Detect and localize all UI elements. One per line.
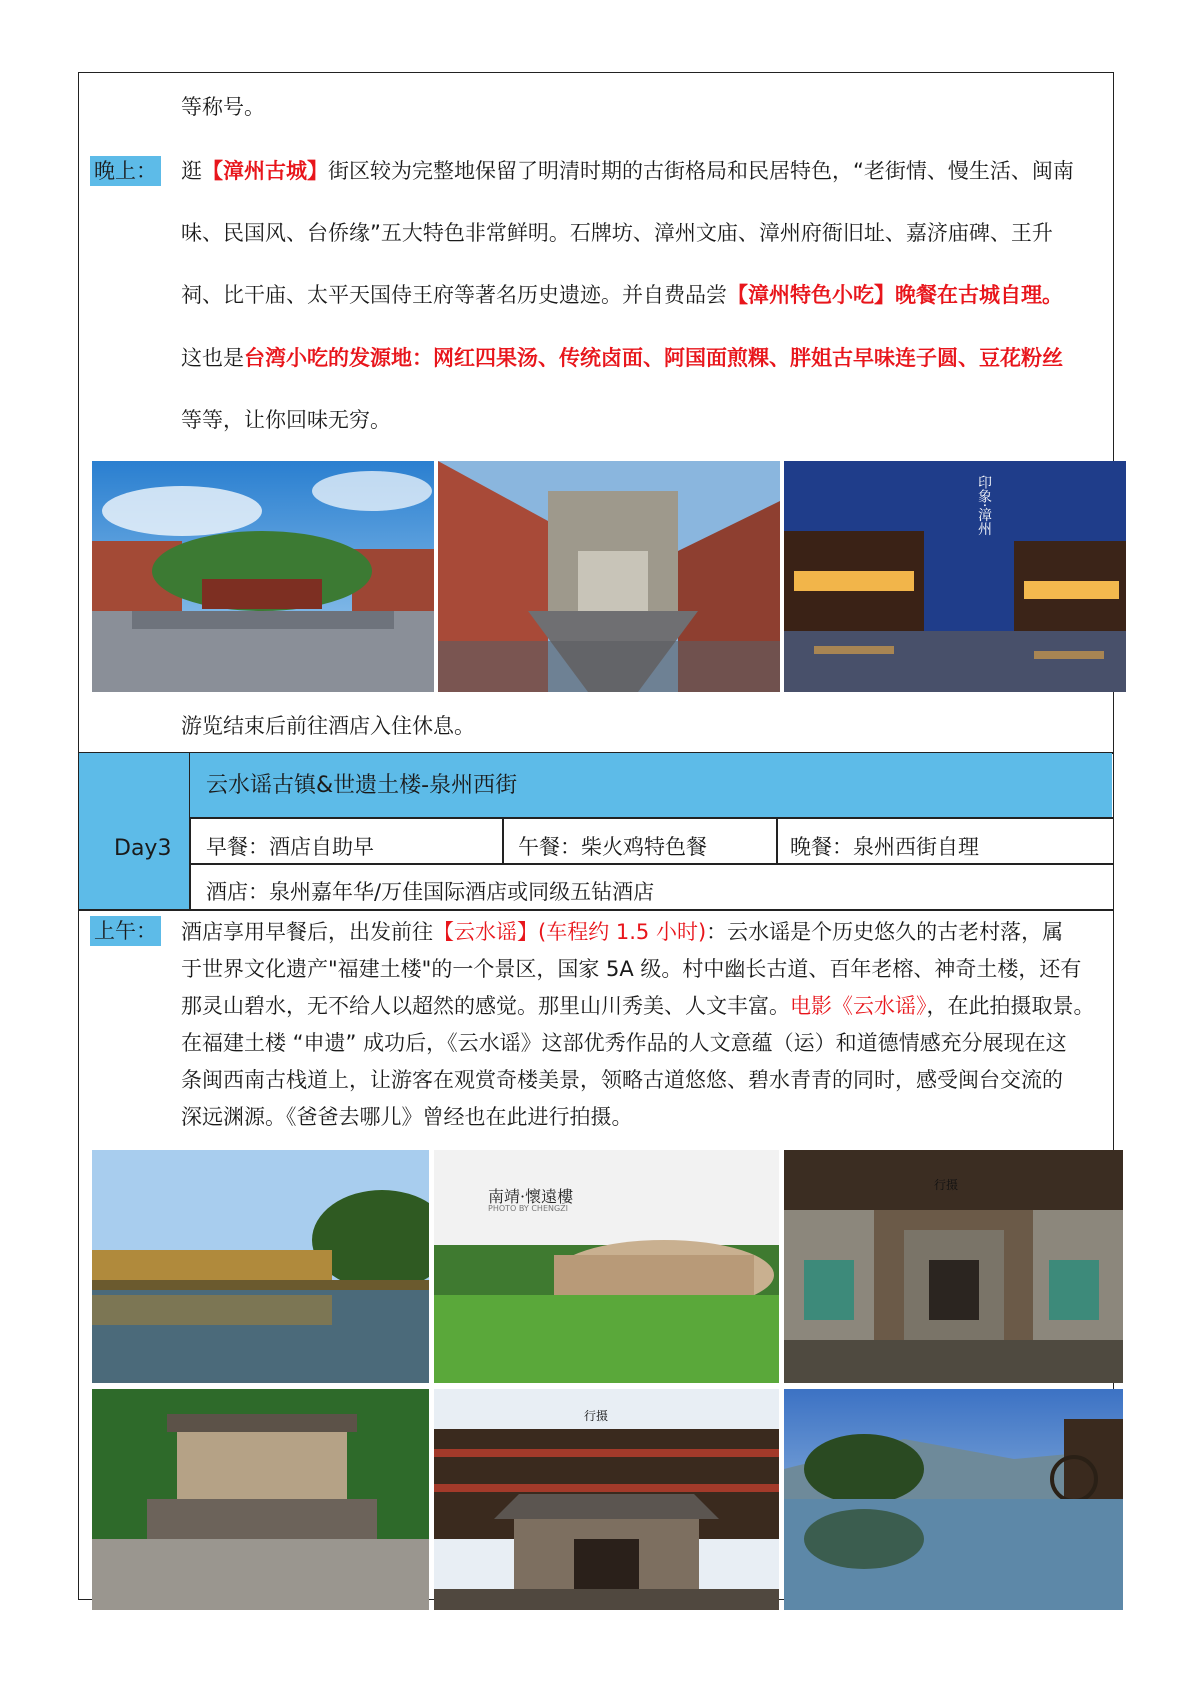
- highlight-taiwan-snacks: 台湾小吃的发源地：网红四果汤、传统卤面、阿国面煎粿、胖姐古早味连子圆、豆花粉丝: [244, 346, 1063, 370]
- text-fragment: 酒店享用早餐后，出发前往: [181, 920, 433, 944]
- text-fragment: 那灵山碧水，无不给人以超然的感觉。那里山川秀美、人文丰富。: [181, 994, 790, 1018]
- breakfast-cell: 早餐：酒店自助早: [206, 835, 374, 859]
- photo-sub-caption: PHOTO BY CHENGZI: [488, 1204, 569, 1213]
- table-divider: [776, 817, 778, 863]
- continuation-text: 等称号。: [181, 95, 265, 119]
- dinner-cell: 晚餐：泉州西街自理: [790, 835, 979, 859]
- photo-river-village: [92, 1150, 429, 1383]
- photo-stamp: 行摄: [584, 1409, 609, 1423]
- highlight-yunshuiyao: 【云水谣】(车程约 1.5 小时): [433, 920, 707, 944]
- highlight-zhangzhou-old-town: 【漳州古城】: [202, 159, 328, 183]
- photo-waterwheel-reflection: [784, 1389, 1123, 1610]
- table-divider: [189, 863, 1114, 865]
- table-divider: [78, 909, 1114, 911]
- day-cell: [79, 753, 189, 909]
- photo-caption-tulou: 南靖·懷遠樓: [488, 1187, 574, 1206]
- photo-stamp: 行摄: [934, 1178, 959, 1192]
- table-divider: [189, 817, 1114, 819]
- photo-zhangzhou-square: [92, 461, 434, 692]
- text-fragment: 逛: [181, 159, 202, 183]
- text-fragment: 街区较为完整地保留了明清时期的古街格局和民居特色，“老街情、慢生活、闽南: [328, 159, 1074, 183]
- table-divider: [502, 817, 504, 863]
- evening-line-5: 等等，让你回味无穷。: [181, 408, 391, 432]
- evening-line-3: [181, 281, 1063, 309]
- photo-zhangzhou-archway: [438, 461, 780, 692]
- text-fragment: ，在此拍摄取景。: [926, 994, 1095, 1018]
- morning-label: 上午：: [90, 916, 161, 946]
- morning-line-2: 于世界文化遗产"福建土楼"的一个景区，国家 5A 级。村中幽长古道、百年老榕、神奇土楼，还有: [181, 957, 1082, 981]
- hotel-cell: 酒店：泉州嘉年华/万佳国际酒店或同级五钻酒店: [206, 880, 655, 904]
- morning-line-3: [181, 992, 1095, 1020]
- text-fragment: 这也是: [181, 346, 244, 370]
- photo-huaiyuan-tulou: [434, 1150, 779, 1383]
- evening-line-2: 味、民国风、台侨缘”五大特色非常鲜明。石牌坊、漳州文庙、漳州府衙旧址、嘉济庙碑、王升: [181, 221, 1053, 245]
- evening-after-text: 游览结束后前往酒店入住休息。: [181, 714, 475, 738]
- lunch-cell: 午餐：柴火鸡特色餐: [518, 835, 707, 859]
- evening-line-1: [181, 157, 1074, 185]
- photo-tulou-courtyard: [784, 1150, 1123, 1383]
- evening-label: 晚上：: [90, 156, 161, 186]
- text-fragment: 祠、比干庙、太平天国侍王府等著名历史遗迹。并自费品尝: [181, 283, 727, 307]
- photo-caption-zhangzhou: 印象·漳州: [976, 475, 992, 536]
- text-fragment: ：云水谣是个历史悠久的古老村落，属: [706, 920, 1064, 944]
- photo-tulou-inner-hall: [434, 1389, 779, 1610]
- morning-line-1: [181, 918, 1063, 946]
- highlight-snacks: 【漳州特色小吃】晚餐在古城自理。: [727, 283, 1063, 307]
- morning-line-5: 条闽西南古栈道上，让游客在观赏奇楼美景，领略古道悠悠、碧水青青的同时，感受闽台交流的: [181, 1068, 1063, 1092]
- morning-line-6: 深远渊源。《爸爸去哪儿》曾经也在此进行拍摄。: [181, 1105, 633, 1129]
- day-label: Day3: [114, 836, 172, 861]
- photo-tulou-aerial: [92, 1389, 429, 1610]
- photo-zhangzhou-night: [784, 461, 1126, 692]
- evening-line-4: [181, 344, 1063, 372]
- day-title: 云水谣古镇&世遗土楼-泉州西街: [206, 773, 518, 798]
- highlight-movie: 电影《云水谣》: [790, 994, 927, 1018]
- morning-line-4: 在福建土楼 “申遗” 成功后，《云水谣》这部优秀作品的人文意蕴（运）和道德情感充分展现在这: [181, 1031, 1067, 1055]
